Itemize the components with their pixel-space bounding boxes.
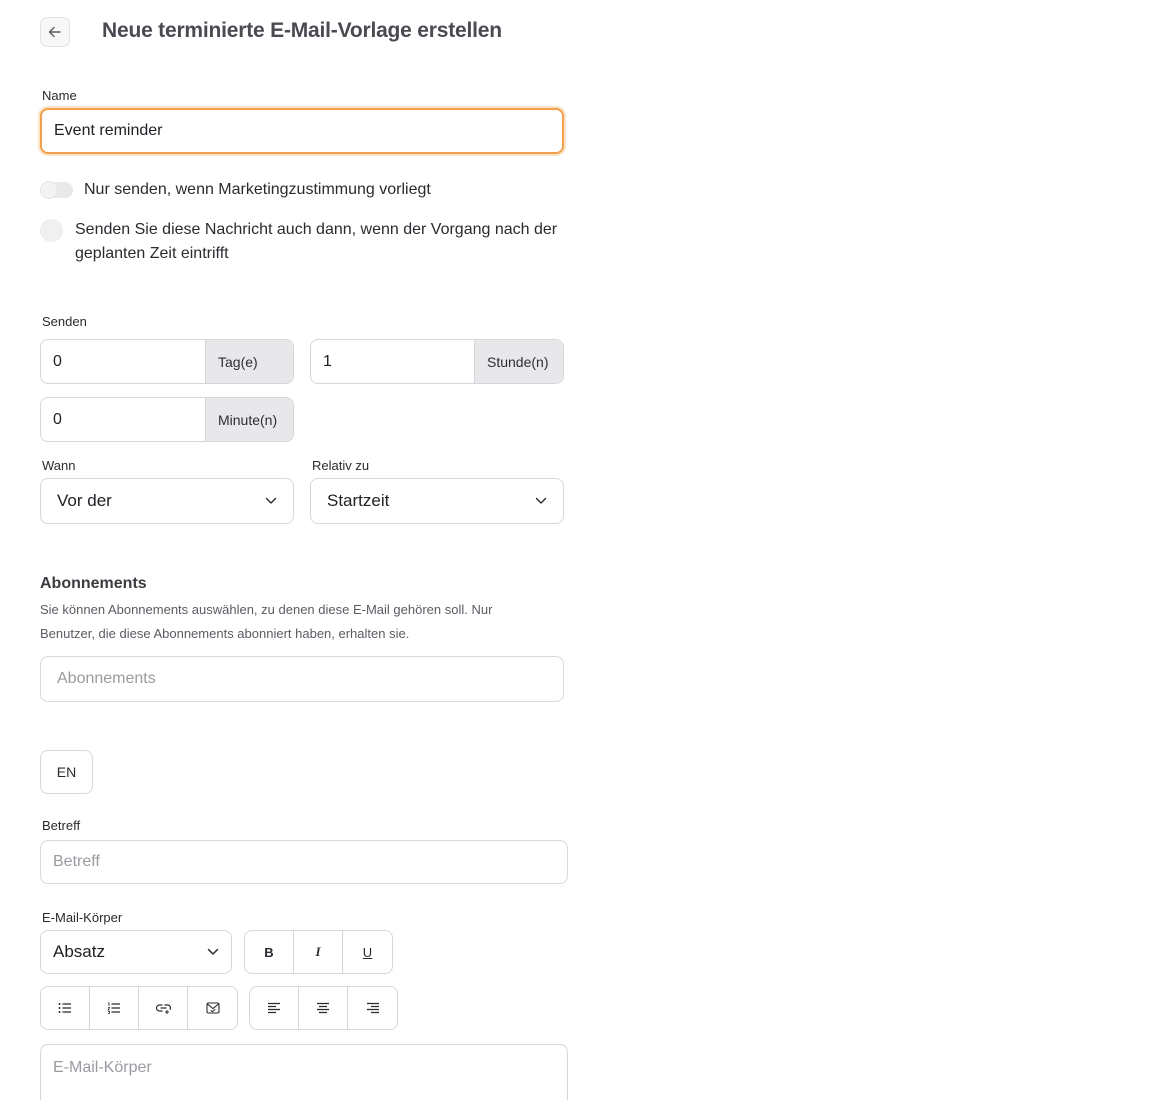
name-input-value: Event reminder — [54, 122, 163, 139]
back-button[interactable] — [40, 17, 70, 47]
minutes-unit: Minute(n) — [205, 398, 293, 441]
chevron-down-icon — [535, 497, 547, 505]
email-body-placeholder: E-Mail-Körper — [53, 1059, 152, 1076]
arrow-left-icon — [48, 25, 62, 39]
subscriptions-description: Sie können Abonnements auswählen, zu denen diese E-Mail gehören soll. Nur Benutzer, die diese Abonnements abonniert haben, erhalten sie. — [40, 602, 493, 641]
send-label: Senden — [42, 314, 87, 329]
alignment-group — [249, 986, 398, 1030]
insert-group — [40, 986, 238, 1030]
align-center-icon — [316, 1002, 330, 1014]
underline-button[interactable] — [343, 931, 392, 973]
italic-icon: I — [315, 944, 321, 959]
subject-input[interactable] — [40, 840, 568, 884]
link-button[interactable] — [139, 987, 188, 1029]
hours-input[interactable]: 1 — [323, 352, 332, 370]
align-right-icon — [366, 1002, 380, 1014]
days-input-group — [40, 339, 294, 384]
body-label: E-Mail-Körper — [42, 910, 123, 925]
italic-button[interactable] — [294, 931, 343, 973]
paragraph-format-value: Absatz — [53, 942, 105, 961]
email-template-button[interactable] — [188, 987, 237, 1029]
text-style-group — [244, 930, 393, 974]
email-body-editor[interactable] — [40, 1044, 568, 1100]
numbered-list-icon — [107, 1002, 121, 1014]
chevron-down-icon — [207, 948, 219, 956]
hours-unit: Stunde(n) — [474, 340, 563, 383]
hours-input-group — [310, 339, 564, 384]
minutes-input-group — [40, 397, 294, 442]
late-send-toggle[interactable] — [40, 219, 63, 242]
days-unit: Tag(e) — [205, 340, 293, 383]
name-label: Name — [42, 88, 77, 103]
when-select[interactable] — [40, 478, 294, 524]
align-right-button[interactable] — [348, 987, 397, 1029]
bullet-list-icon — [58, 1002, 72, 1014]
late-send-row — [40, 220, 570, 266]
bullet-list-button[interactable] — [41, 987, 90, 1029]
mail-check-icon — [206, 1002, 220, 1014]
marketing-consent-row — [40, 180, 431, 202]
relative-label: Relativ zu — [312, 458, 370, 473]
align-left-button[interactable] — [250, 987, 299, 1029]
late-send-label: Senden Sie diese Nachricht auch dann, wenn der Vorgang nach der geplanten Zeit eintrifft — [75, 221, 558, 262]
when-select-value: Vor der — [57, 491, 112, 510]
name-input[interactable] — [40, 108, 564, 154]
bold-icon: B — [264, 944, 274, 960]
marketing-consent-toggle[interactable] — [40, 182, 73, 198]
minutes-input[interactable]: 0 — [53, 410, 62, 428]
subject-placeholder: Betreff — [53, 853, 100, 870]
when-label: Wann — [42, 458, 76, 473]
underline-icon: U — [362, 944, 373, 960]
marketing-consent-label: Nur senden, wenn Marketingzustimmung vorliegt — [84, 181, 431, 198]
days-input[interactable]: 0 — [53, 352, 62, 370]
chevron-down-icon — [265, 497, 277, 505]
relative-select[interactable] — [310, 478, 564, 524]
numbered-list-button[interactable] — [90, 987, 139, 1029]
subscriptions-placeholder: Abonnements — [57, 670, 156, 687]
subscriptions-input[interactable] — [40, 656, 564, 702]
align-left-icon — [267, 1002, 281, 1014]
subscriptions-title: Abonnements — [40, 575, 147, 592]
align-center-button[interactable] — [299, 987, 348, 1029]
paragraph-format-select[interactable] — [40, 930, 232, 974]
relative-select-value: Startzeit — [327, 491, 390, 510]
subject-label: Betreff — [42, 818, 81, 833]
page-title: Neue terminierte E-Mail-Vorlage erstellen — [102, 19, 502, 42]
link-icon — [156, 1002, 171, 1014]
bold-button[interactable] — [245, 931, 294, 973]
toggle-knob — [40, 181, 58, 199]
language-button-en[interactable]: EN — [40, 750, 93, 794]
